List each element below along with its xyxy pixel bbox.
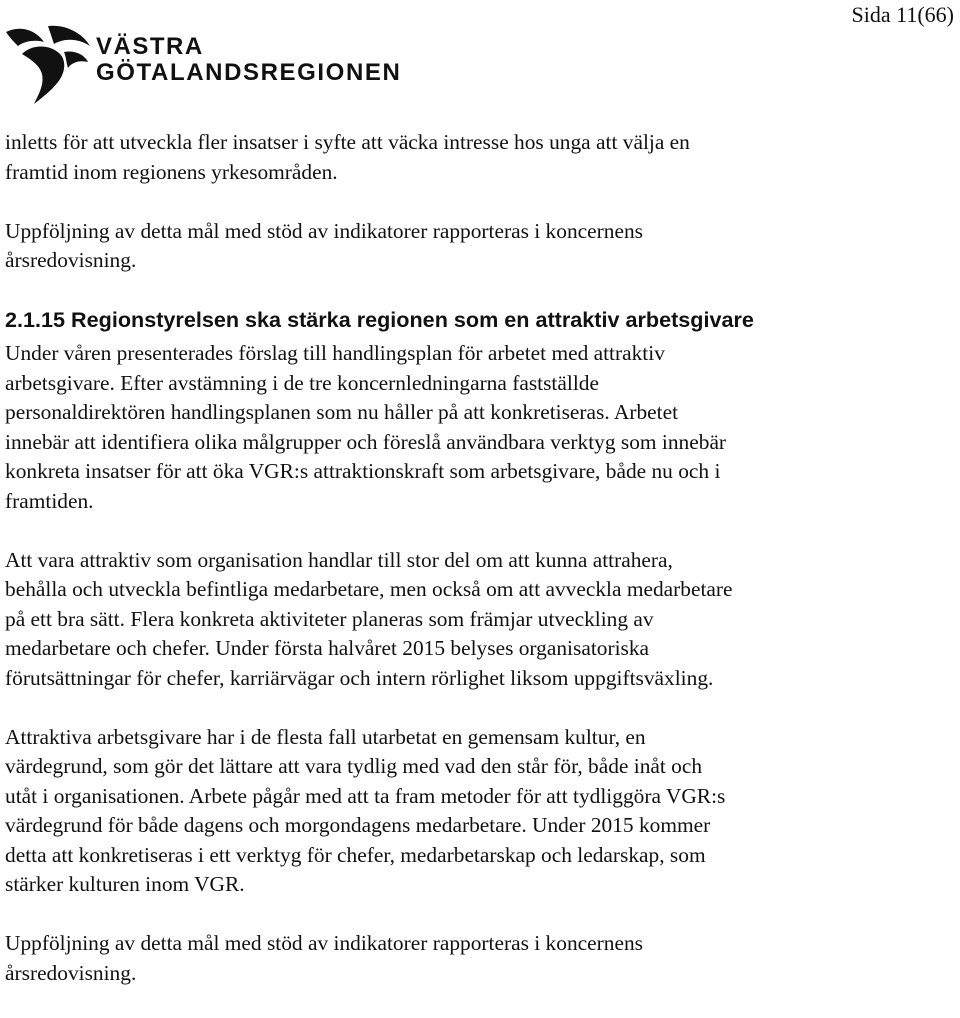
logo-line-2: GÖTALANDSREGIONEN (96, 59, 402, 86)
page-number: Sida 11(66) (851, 2, 954, 27)
logo-wordmark (96, 34, 401, 86)
section-heading: 2.1.15 Regionstyrelsen ska stärka regionen som en attraktiv arbetsgivare (5, 307, 754, 332)
paragraph-followup-2: Uppföljning av detta mål med stöd av indikatorer rapporteras i koncernens årsredovisning. (5, 931, 643, 985)
paragraph-common-culture: Attraktiva arbetsgivare har i de flesta fall utarbetat en gemensam kultur, en värdegrund, som gör det lättare att vara tydlig med vad den står för, både inåt och utåt i organisationen. Arbete pågår med att ta fram metoder för att tydliggöra VGR:s värdegrund för både dagens och morgondagens medarbetare. Under 2015 kommer detta att konkretiseras i ett verktyg för chefer, medarbetarskap och ledarskap, som stärker kulturen inom VGR. (5, 724, 726, 896)
organization-logo (4, 24, 402, 108)
paragraph-attractive-organisation: Att vara attraktiv som organisation handlar till stor del om att kunna attrahera, behålla och utveckla befintliga medarbetare, men också om att avveckla medarbetare på ett bra sätt. Flera konkreta aktiviteter planeras som främjar utveckling av medarbetare och chefer. Under första halvåret 2015 belyses organisatoriska förutsättningar för chefer, karriärvägar och intern rörlighet liksom uppgiftsväxling. (5, 547, 733, 690)
document-body (5, 128, 955, 1018)
paragraph-followup-1: Uppföljning av detta mål med stöd av indikatorer rapporteras i koncernens årsredovisning. (5, 218, 643, 272)
paragraph-action-plan: Under våren presenterades förslag till handlingsplan för arbetet med attraktiv arbetsgivare. Efter avstämning i de tre koncernledningarna fastställde personaldirektören handlingsplanen som nu håller på att konkretiseras. Arbetet innebär att identifiera olika målgrupper och föreslå användbara verktyg som innebär konkreta insatser för att öka VGR:s attraktionskraft som arbetsgivare, både nu och i framtiden. (5, 341, 727, 513)
logo-line-1: VÄSTRA (96, 33, 204, 60)
vastra-gotalandsregionen-emblem-icon (4, 24, 92, 108)
paragraph-intro-continuation: inletts för att utveckla fler insatser i syfte att väcka intresse hos unga att välja en framtid inom regionens yrkesområden. (5, 130, 690, 184)
